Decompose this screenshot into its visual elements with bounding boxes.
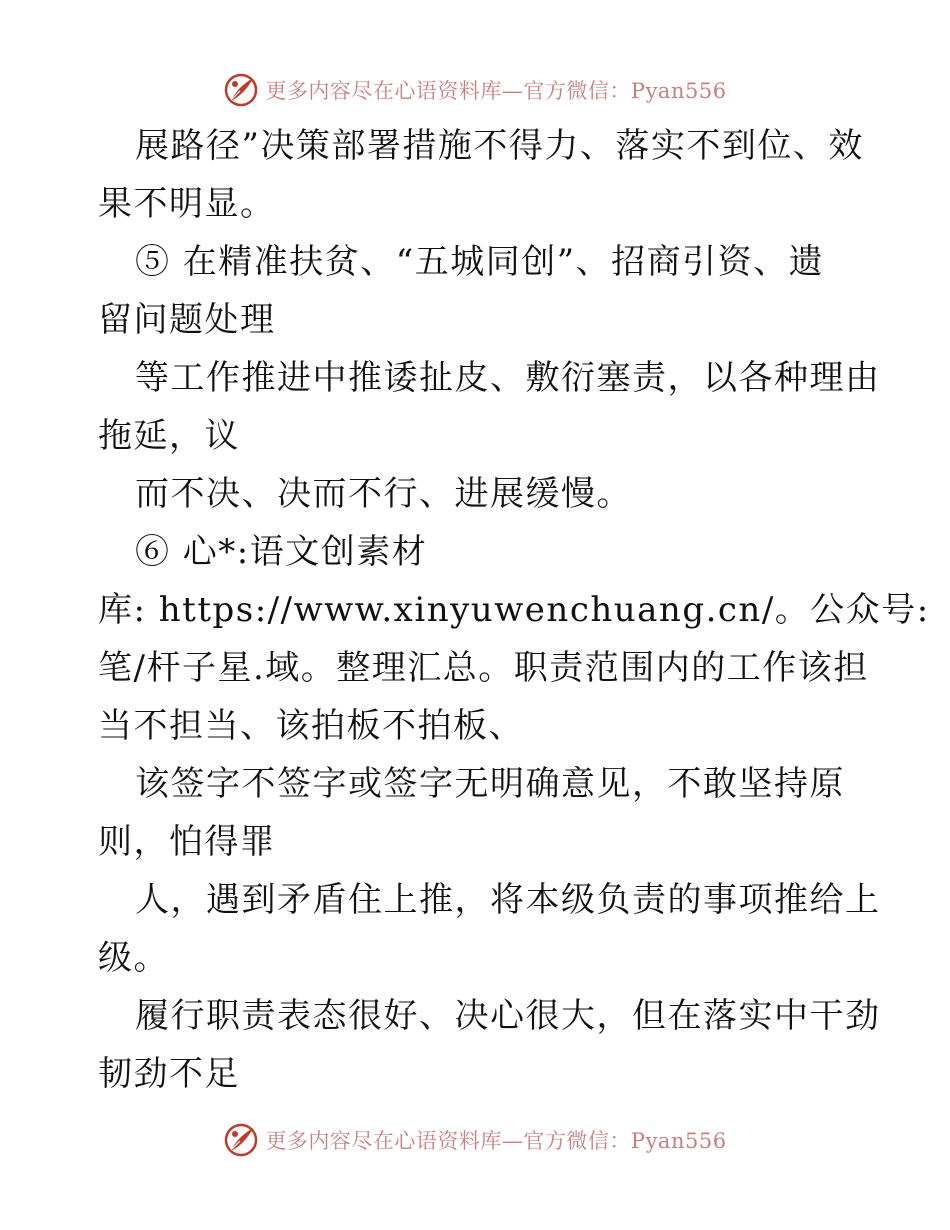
text-line: ⑥ 心*:语文创素材 [135,532,428,572]
text-line: 当不担当、该拍板不拍板、 [98,706,524,746]
text-line: 而不决、决而不行、进展缓慢。 [135,474,632,514]
text-line: 该签字不签字或签字无明确意见，不敢坚持原 [135,764,845,804]
text-line: 履行职责表态很好、决心很大，但在落实中干劲 [135,996,881,1036]
text-line: 果不明显。 [98,184,276,224]
header-banner [0,70,950,110]
text-line: 等工作推进中推诿扯皮、敷衍塞责，以各种理由 [135,358,881,398]
quill-pen-logo-icon [223,72,259,108]
text-line: 人，遇到矛盾住上推，将本级负责的事项推给上 [135,880,881,920]
footer-banner [0,1120,950,1160]
text-line: 展路径”决策部署措施不得力、落实不到位、效 [135,126,864,166]
quill-pen-logo-icon [223,1122,259,1158]
text-line: 库: https://www.xinyuwenchuang.cn/。公众号: [98,590,930,630]
text-line: 级。 [98,938,169,978]
text-line: ⑤ 在精准扶贫、“五城同创”、招商引资、遗 [135,242,825,282]
text-line: 拖延，议 [98,416,240,456]
text-line: 则，怕得罪 [98,822,276,862]
text-line: 笔/杆子星.域。整理汇总。职责范围内的工作该担 [98,648,869,688]
header-banner-text: 更多内容尽在心语资料库—官方微信：Pyan556 [265,79,727,103]
body-text [98,117,930,1103]
text-line: 留问题处理 [98,300,276,340]
text-line: 韧劲不足 [98,1054,240,1094]
footer-banner-text: 更多内容尽在心语资料库—官方微信：Pyan556 [265,1129,727,1153]
